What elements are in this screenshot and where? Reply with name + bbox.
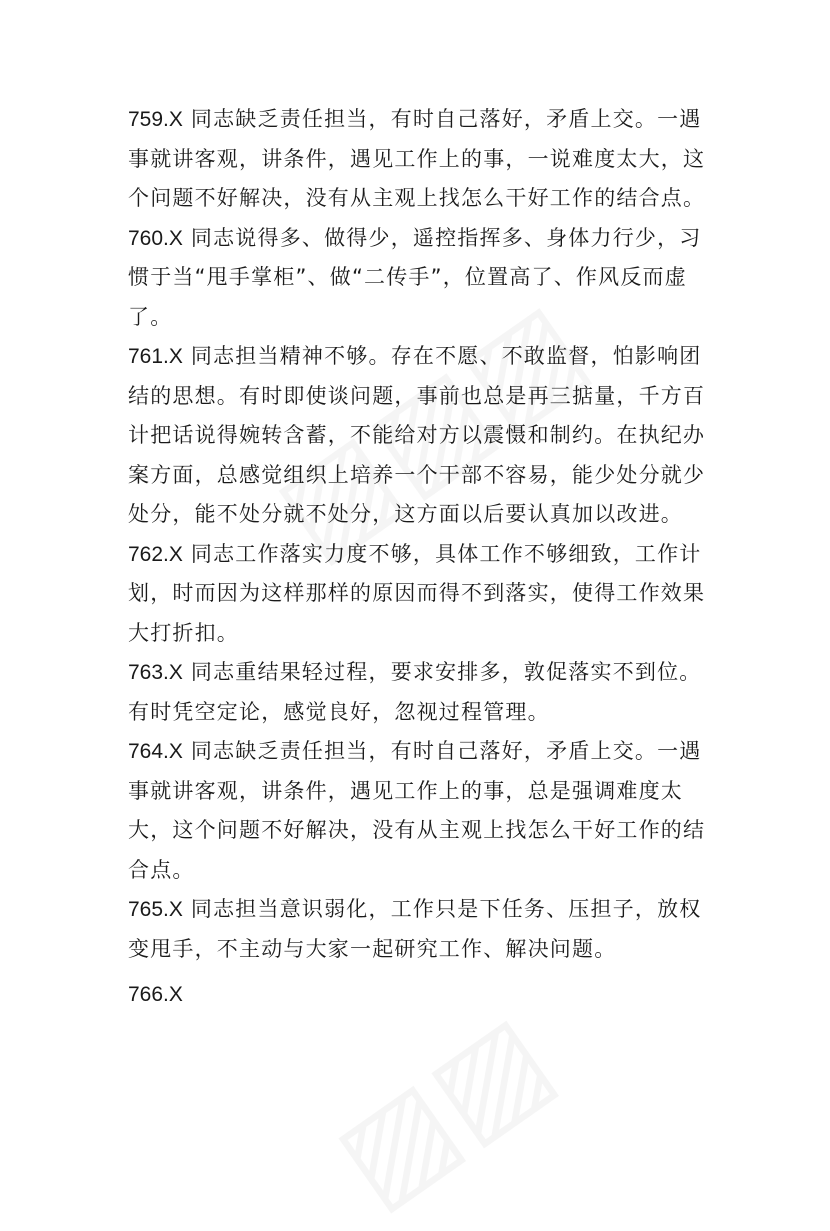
entry-number: 766.X bbox=[128, 983, 183, 1006]
entry-759 bbox=[128, 100, 708, 219]
entry-763 bbox=[128, 653, 708, 732]
entry-text: 同志担当精神不够。存在不愿、不敢监督，怕影响团结的思想。有时即使谈问题，事前也总是再三掂量，千方百计把话说得婉转含蓄，不能给对方以震慑和制约。在执纪办案方面，总感觉组织上培养一个干部不容易，能少处分就少处分，能不处分就不处分，这方面以后要认真加以改进。 bbox=[128, 344, 706, 526]
entry-text: 同志说得多、做得少，遥控指挥多、身体力行少，习惯于当“甩手掌柜”、做“二传手”，位置高了、作风反而虚了。 bbox=[128, 225, 702, 329]
entry-760 bbox=[128, 219, 708, 338]
entry-text: 同志缺乏责任担当，有时自己落好，矛盾上交。一遇事就讲客观，讲条件，遇见工作上的事，一说难度太大，这个问题不好解决，没有从主观上找怎么干好工作的结合点。 bbox=[128, 107, 706, 210]
entry-list bbox=[128, 100, 708, 1015]
entry-number: 763.X bbox=[128, 661, 183, 684]
entry-761 bbox=[128, 337, 708, 535]
entry-text: 同志担当意识弱化，工作只是下任务、压担子，放权变甩手，不主动与大家一起研究工作、解决问题。 bbox=[128, 897, 702, 961]
entry-number: 760.X bbox=[128, 226, 183, 250]
entry-number: 761.X bbox=[128, 345, 183, 368]
entry-764 bbox=[128, 732, 708, 890]
entry-number: 765.X bbox=[128, 898, 183, 921]
entry-number: 764.X bbox=[128, 740, 183, 763]
entry-number: 759.X bbox=[128, 108, 183, 131]
entry-text: 同志重结果轻过程，要求安排多，敦促落实不到位。有时凭空定论，感觉良好，忽视过程管理。 bbox=[128, 660, 702, 724]
entry-765 bbox=[128, 890, 708, 969]
entry-766 bbox=[128, 975, 708, 1015]
entry-number: 762.X bbox=[128, 542, 183, 566]
entry-text: 同志工作落实力度不够，具体工作不够细致，工作计划，时而因为这样那样的原因而得不到落实，使得工作效果大打折扣。 bbox=[128, 541, 706, 645]
entry-text: 同志缺乏责任担当，有时自己落好，矛盾上交。一遇事就讲客观，讲条件，遇见工作上的事，总是强调难度太大，这个问题不好解决，没有从主观上找怎么干好工作的结合点。 bbox=[128, 739, 706, 882]
entry-762 bbox=[128, 535, 708, 654]
watermark-graphic bbox=[311, 988, 576, 1231]
